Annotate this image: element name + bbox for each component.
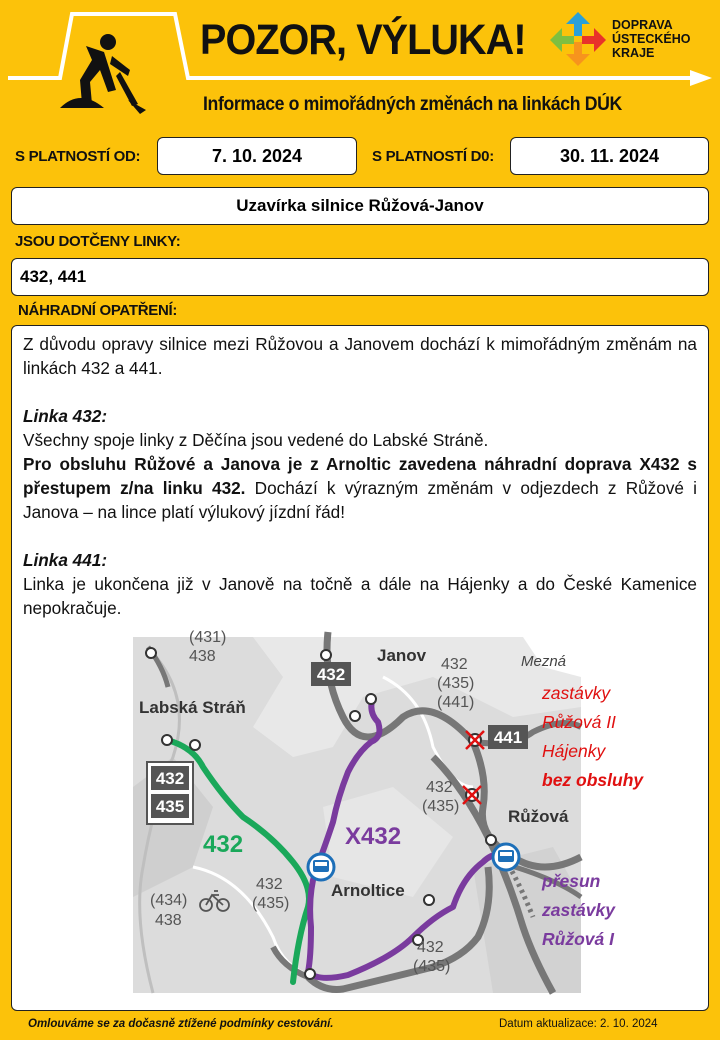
route-map [133,629,644,993]
map-note-red-3: Hájenky [542,741,606,761]
header-subtitle: Informace o mimořádných změnách na linkách DÚK [203,94,622,115]
map-place-janov: Janov [377,646,427,665]
affected-lines-label: JSOU DOTČENY LINKY: [15,233,181,250]
map-road-label: 438 [155,912,182,929]
map-place-labska-stran: Labská Stráň [139,698,246,717]
line441-text: Linka je ukončena již v Janově na točně a dále na Hájenky a do České Kamenice nepokračuje. [23,574,697,618]
logo-text [612,18,690,60]
bus-stop-icon [493,844,519,870]
map-road-label: (441) [437,694,475,711]
bus-stop-icon [308,854,334,880]
map-road-label: 432 [256,876,283,893]
map-road-label: (435) [422,798,460,815]
map-road-label: (435) [437,675,475,692]
valid-from-label: S PLATNOSTÍ OD: [15,148,141,165]
map-sign-435: 435 [155,797,185,816]
map-place-arnoltice: Arnoltice [331,881,405,900]
map-note-purple-2: zastávky [542,900,615,920]
map-note-red-bold: bez obsluhy [542,770,644,790]
cancelled-stop-icon [466,731,484,749]
map-place-ruzova: Růžová [508,807,569,826]
roadworker-icon [60,34,146,114]
line441-heading: Linka 441: [23,550,108,570]
map-road-label: 432 [417,939,444,956]
map-box-441: 441 [493,728,523,747]
logo-line-2: ÚSTECKÉHO [612,32,691,46]
closure-title: Uzavírka silnice Růžová-Janov [11,187,709,225]
map-note-purple-3: Růžová I [542,929,614,949]
valid-to-label: S PLATNOSTÍ D0: [372,148,494,165]
map-road-label: 432 [441,656,468,673]
cancelled-stop-icon [463,786,481,804]
logo-line-1: DOPRAVA [612,18,673,32]
footer-apology: Omlouváme se za dočasně ztížené podmínky cestování. [28,1018,334,1030]
map-road-label: (434) [150,892,188,909]
measures-intro: Z důvodu opravy silnice mezi Růžovou a Janovem dochází k mimořádným změnám na linkách 432 a 441. [23,334,697,378]
line432-paragraph [23,452,697,524]
map-road-label: (435) [413,958,451,975]
header-title: POZOR, VÝLUKA! [200,16,526,64]
valid-from-value: 7. 10. 2024 [157,137,357,175]
map-road-label: 438 [189,648,216,665]
map-box-432: 432 [316,665,346,684]
map-sign-432: 432 [155,769,185,788]
logo-line-3: KRAJE [612,46,655,60]
map-line-x432-label: X432 [345,823,402,850]
map-road-label: (431) [189,629,227,646]
map-road-label: (435) [252,895,290,912]
map-note-red-2: Růžová II [542,712,616,732]
footer-updated: Datum aktualizace: 2. 10. 2024 [499,1018,658,1030]
valid-to-value: 30. 11. 2024 [510,137,709,175]
measures-label: NÁHRADNÍ OPATŘENÍ: [18,302,178,319]
line432-heading: Linka 432: [23,406,108,426]
map-note-red-1: zastávky [542,683,611,703]
line432-text2: Dochází k výrazným změnám v odjezdech z Růžové i Janova – na lince platí výlukový jízdní řád! [23,478,698,522]
line432-bold-text: Pro obsluhu Růžové a Janova je z Arnoltic zavedena náhradní doprava X432 s přestupem z/na linku 432. [23,454,697,498]
map-line-432-label: 432 [203,831,244,858]
line432-text1: Všechny spoje linky z Děčína jsou vedené do Labské Stráně. [23,430,489,450]
map-place-mezna: Mezná [521,653,567,670]
map-note-purple-1: přesun [542,871,601,891]
duk-logo-icon [550,12,606,66]
affected-lines-value: 432, 441 [11,258,709,296]
map-road-label: 432 [426,779,453,796]
